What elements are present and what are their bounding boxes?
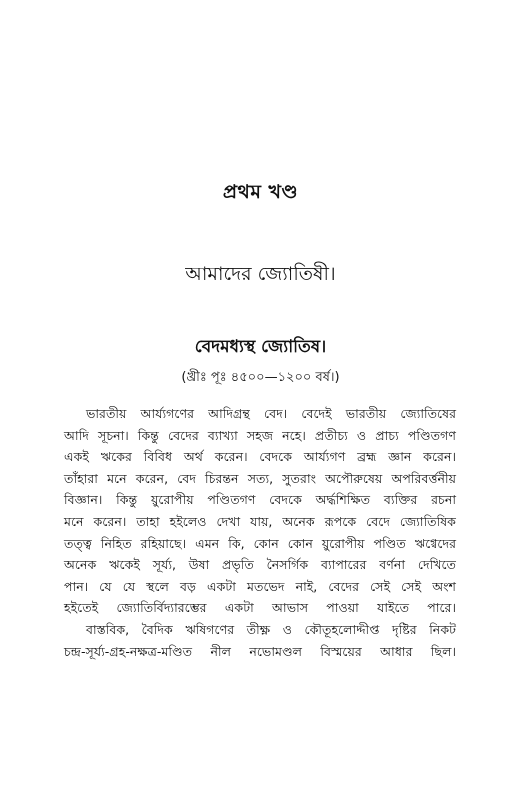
era-note: (খ্রীঃ পূঃ ৪৫০০—১২০০ বর্ষ।) — [181, 370, 340, 385]
text-line: ভারতীয় আর্য্যগণের আদিগ্রন্থ বেদ। বেদেই ভারতীয় জ্যোতিষের — [86, 406, 456, 421]
body-paragraphs — [64, 403, 456, 662]
text-line: মনে করেন। তাহা হইলেও দেখা যায়, অনেক রূপকে বেদে জ্যোতিষিক — [64, 513, 456, 529]
text-line: বিজ্ঞান। কিন্তু য়ুরোপীয় পণ্ডিতগণ বেদকে অর্দ্ধশিক্ষিত ব্যক্তির রচনা — [64, 492, 456, 508]
part-title: প্রথম খণ্ড — [222, 181, 299, 203]
section-title: বেদমধ্যস্থ জ্যোতিষ। — [194, 337, 327, 357]
text-line: আদি সূচনা। কিন্তু বেদের ব্যাখ্যা সহজ নহে। প্রতীচ্য ও প্রাচ্য পণ্ডিতগণ — [64, 427, 456, 443]
text-line: পান। যে যে স্থলে বড় একটা মতভেদ নাই, বেদের সেই সেই অংশ — [64, 578, 456, 594]
text-line: বাস্তবিক, বৈদিক ঋষিগণের তীক্ষ্ণ ও কৌতূহলোদ্দীপ্ত দৃষ্টির নিকট — [86, 621, 456, 637]
text-line: তত্ত্ব নিহিত রহিয়াছে। এমন কি, কোন কোন য়ুরোপীয় পণ্ডিত ঋগ্বেদের — [64, 535, 456, 551]
text-line: চন্দ্র-সূর্য্য-গ্রহ-নক্ষত্র-মণ্ডিত নীল নভোমণ্ডল বিস্ময়ের আধার ছিল। — [64, 643, 456, 659]
text-line: একই ঋকের বিবিধ অর্থ করেন। বেদকে আর্য্যগণ ব্রহ্ম জ্ঞান করেন। — [64, 449, 456, 465]
text-line: অনেক ঋকেই সূর্য্য, উষা প্রভৃতি নৈসর্গিক ব্যাপারের বর্ণনা দেখিতে — [64, 557, 456, 573]
text-line: তাঁহারা মনে করেন, বেদ চিরন্তন সত্য, সুতরাং অপৌরুষেয় অপরিবর্ত্তনীয় — [64, 470, 456, 486]
chapter-title: আমাদের জ্যোতিষী। — [185, 263, 336, 285]
text-line: হইতেই জ্যোতির্বিদ্যারম্ভের একটা আভাস পাওয়া যাইতে পারে। — [64, 600, 456, 616]
